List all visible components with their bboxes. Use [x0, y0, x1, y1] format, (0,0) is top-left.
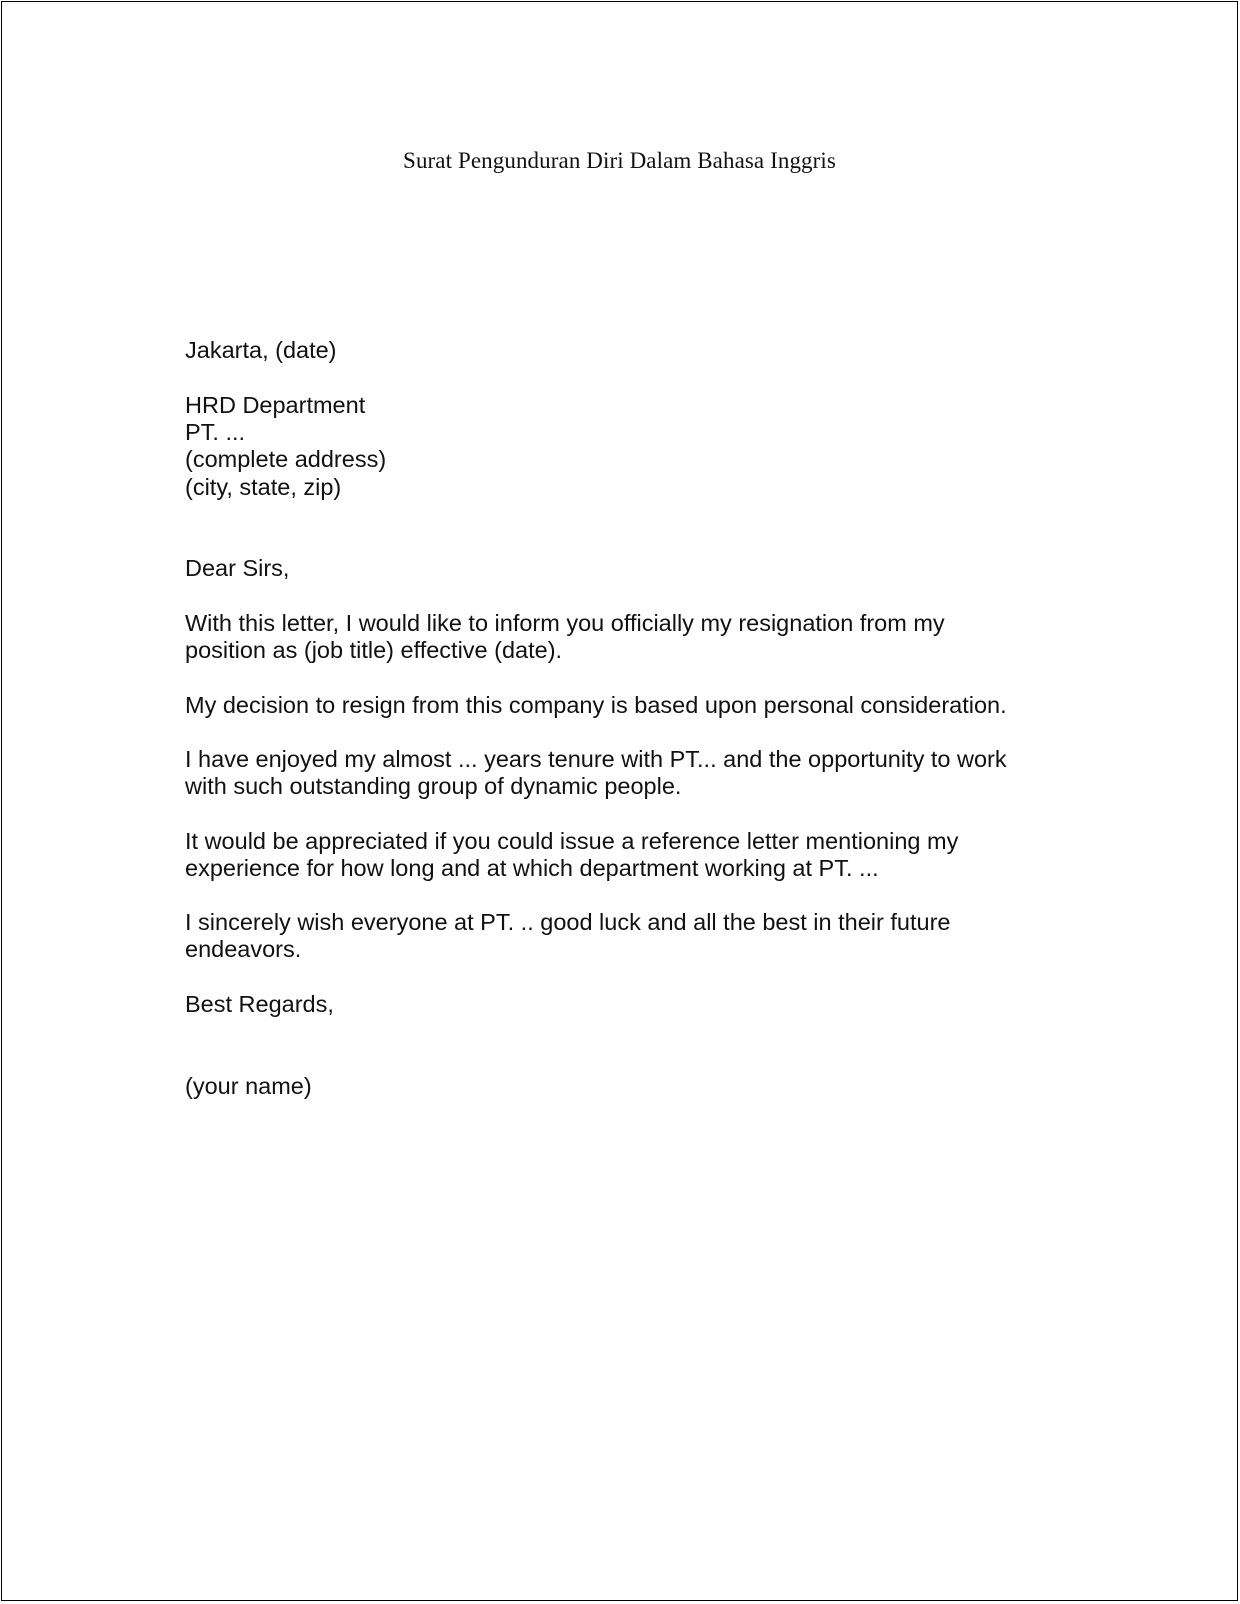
place-date: Jakarta, (date) — [185, 337, 337, 363]
document-page — [1, 1, 1238, 1601]
paragraph-5-line-2: endeavors. — [185, 936, 302, 962]
paragraph-1-line-2: position as (job title) effective (date). — [185, 637, 563, 663]
paragraph-4-line-2: experience for how long and at which department working at PT. ... — [185, 855, 879, 881]
paragraph-4-line-1: It would be appreciated if you could issue a reference letter mentioning my — [185, 828, 959, 854]
salutation: Dear Sirs, — [185, 555, 290, 581]
recipient-address: (complete address) — [185, 446, 387, 472]
paragraph-3-line-1: I have enjoyed my almost ... years tenure with PT... and the opportunity to work — [185, 746, 1007, 772]
recipient-company: PT. ... — [185, 419, 246, 445]
recipient-department: HRD Department — [185, 392, 366, 418]
recipient-city: (city, state, zip) — [185, 474, 342, 500]
paragraph-1-line-1: With this letter, I would like to inform you officially my resignation from my — [185, 610, 945, 636]
paragraph-5-line-1: I sincerely wish everyone at PT. .. good luck and all the best in their future — [185, 909, 951, 935]
signature-name: (your name) — [185, 1073, 312, 1099]
paragraph-2-line-1: My decision to resign from this company is based upon personal consideration. — [185, 692, 1007, 718]
closing: Best Regards, — [185, 991, 334, 1017]
page-title: Surat Pengunduran Diri Dalam Bahasa Inggris — [403, 148, 836, 173]
paragraph-3-line-2: with such outstanding group of dynamic people. — [185, 773, 682, 799]
